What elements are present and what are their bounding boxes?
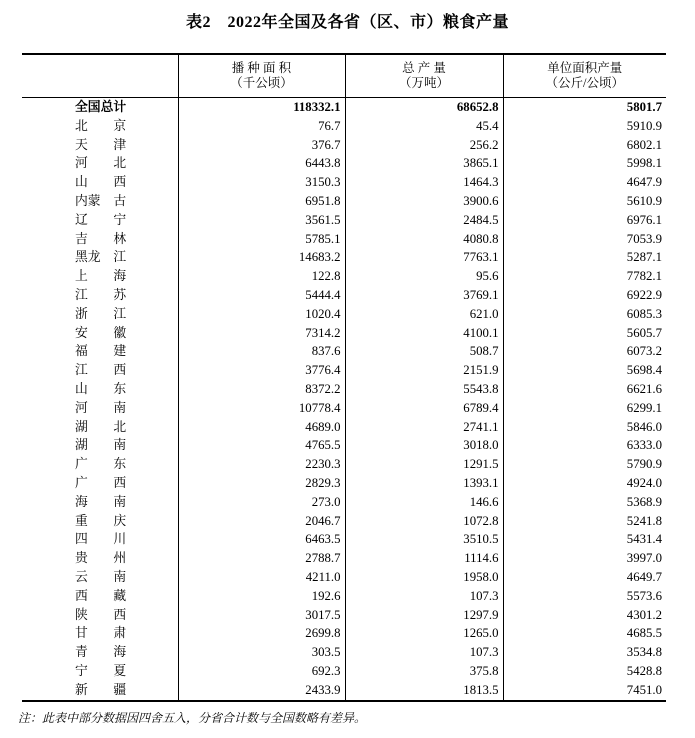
table-row	[22, 606, 666, 625]
page-title: 表2 2022年全国及各省（区、市）粮食产量	[185, 14, 509, 31]
yield-cell: 4647.9	[626, 175, 662, 190]
sown-area-cell: 837.6	[178, 342, 345, 361]
region-name-cell: 江 西	[22, 361, 178, 380]
table-row	[22, 493, 666, 512]
total-output-cell: 2151.9	[345, 361, 503, 380]
yield-cell: 5910.9	[626, 118, 662, 133]
yield-cell: 5610.9	[626, 193, 662, 208]
total-output-cell: 256.2	[345, 136, 503, 155]
region-name-cell: 湖 南	[22, 436, 178, 455]
table-row	[22, 361, 666, 380]
region-name-cell: 广 东	[22, 455, 178, 474]
yield-cell: 4301.2	[626, 607, 662, 622]
table-row	[22, 436, 666, 455]
total-output-cell: 1291.5	[345, 455, 503, 474]
region-name-cell: 甘 肃	[22, 624, 178, 643]
sown-area-cell: 303.5	[178, 643, 345, 662]
region-name-cell: 上 海	[22, 267, 178, 286]
sown-area-cell: 3776.4	[178, 361, 345, 380]
sown-area-cell: 2699.8	[178, 624, 345, 643]
sown-area-cell: 2433.9	[178, 681, 345, 701]
table-row	[22, 624, 666, 643]
column-header-sown-area-unit: （千公顷）	[230, 76, 293, 90]
yield-cell: 5846.0	[626, 419, 662, 434]
yield-cell: 5605.7	[626, 325, 662, 340]
sown-area-cell: 7314.2	[178, 324, 345, 343]
table-row	[22, 662, 666, 681]
column-header-yield-label: 单位面积产量	[547, 61, 623, 75]
table-row	[22, 380, 666, 399]
region-name-cell: 新 疆	[22, 681, 178, 701]
region-name-cell: 天 津	[22, 136, 178, 155]
table-row	[22, 117, 666, 136]
region-name-cell: 辽 宁	[22, 211, 178, 230]
sown-area-cell: 8372.2	[178, 380, 345, 399]
sown-area-cell: 376.7	[178, 136, 345, 155]
total-output-cell: 1813.5	[345, 681, 503, 701]
sown-area-cell: 5444.4	[178, 286, 345, 305]
yield-cell: 5790.9	[626, 457, 662, 472]
total-output-cell: 2484.5	[345, 211, 503, 230]
total-output-cell: 3900.6	[345, 192, 503, 211]
sown-area-cell: 273.0	[178, 493, 345, 512]
region-name-cell: 福 建	[22, 342, 178, 361]
sown-area-cell: 2046.7	[178, 512, 345, 531]
table-row	[22, 530, 666, 549]
sown-area-cell: 6443.8	[178, 154, 345, 173]
sown-area-cell: 122.8	[178, 267, 345, 286]
total-output-cell: 375.8	[345, 662, 503, 681]
yield-cell: 7782.1	[626, 269, 662, 284]
header-row	[22, 54, 666, 98]
table-row	[22, 192, 666, 211]
sown-area-cell: 692.3	[178, 662, 345, 681]
table-row	[22, 305, 666, 324]
region-name-cell: 黑龙 江	[22, 248, 178, 267]
total-output-cell: 45.4	[345, 117, 503, 136]
yield-cell: 6333.0	[626, 438, 662, 453]
total-output-cell: 1072.8	[345, 512, 503, 531]
table-row	[22, 512, 666, 531]
footnote: 注：此表中部分数据因四舍五入，分省合计数与全国数略有差异。	[18, 710, 367, 725]
table-row	[22, 342, 666, 361]
sown-area-cell: 10778.4	[178, 399, 345, 418]
table-row	[22, 286, 666, 305]
sown-area-cell: 3017.5	[178, 606, 345, 625]
sown-area-cell: 3150.3	[178, 173, 345, 192]
total-output-cell: 5543.8	[345, 380, 503, 399]
total-output-cell: 4100.1	[345, 324, 503, 343]
region-name-cell: 湖 北	[22, 418, 178, 437]
total-output-cell: 7763.1	[345, 248, 503, 267]
yield-cell: 4924.0	[626, 475, 662, 490]
total-output-cell: 1958.0	[345, 568, 503, 587]
sown-area-cell: 2230.3	[178, 455, 345, 474]
yield-cell: 6073.2	[626, 344, 662, 359]
total-output-cell: 107.3	[345, 643, 503, 662]
sown-area-cell: 3561.5	[178, 211, 345, 230]
total-output-cell: 1464.3	[345, 173, 503, 192]
total-output-cell: 1297.9	[345, 606, 503, 625]
sown-area-cell: 76.7	[178, 117, 345, 136]
region-name-cell: 全国总计	[22, 98, 178, 117]
sown-area-cell: 192.6	[178, 587, 345, 606]
column-header-total-output	[345, 54, 503, 98]
sown-area-cell: 2829.3	[178, 474, 345, 493]
region-name-cell: 宁 夏	[22, 662, 178, 681]
region-name-cell: 浙 江	[22, 305, 178, 324]
table-row	[22, 474, 666, 493]
yield-cell: 7053.9	[626, 231, 662, 246]
table-row	[22, 643, 666, 662]
table-row	[22, 136, 666, 155]
column-header-yield-unit: （公斤/公顷）	[545, 76, 624, 90]
region-name-cell: 江 苏	[22, 286, 178, 305]
column-header-total-output-unit: （万吨）	[398, 76, 449, 90]
yield-cell: 6621.6	[626, 381, 662, 396]
yield-cell: 5998.1	[626, 156, 662, 171]
yield-cell: 6922.9	[626, 287, 662, 302]
table-row	[22, 399, 666, 418]
sown-area-cell: 4689.0	[178, 418, 345, 437]
yield-cell: 5287.1	[626, 250, 662, 265]
sown-area-cell: 118332.1	[178, 98, 345, 117]
yield-cell: 5368.9	[626, 494, 662, 509]
table-row	[22, 549, 666, 568]
yield-cell: 5573.6	[626, 588, 662, 603]
region-name-cell: 云 南	[22, 568, 178, 587]
sown-area-cell: 1020.4	[178, 305, 345, 324]
document-page	[0, 9, 695, 726]
grain-production-table	[22, 53, 666, 702]
table-row	[22, 418, 666, 437]
column-header-region	[22, 54, 178, 98]
column-header-yield	[503, 54, 666, 98]
sown-area-cell: 14683.2	[178, 248, 345, 267]
column-header-sown-area-label: 播 种 面 积	[231, 61, 292, 75]
table-row	[22, 211, 666, 230]
column-header-sown-area	[178, 54, 345, 98]
yield-cell: 5698.4	[626, 363, 662, 378]
table-row	[22, 568, 666, 587]
yield-cell: 7451.0	[626, 682, 662, 697]
region-name-cell: 海 南	[22, 493, 178, 512]
sown-area-cell: 5785.1	[178, 230, 345, 249]
yield-cell: 3997.0	[626, 551, 662, 566]
region-name-cell: 陕 西	[22, 606, 178, 625]
yield-cell: 6085.3	[626, 306, 662, 321]
total-output-cell: 621.0	[345, 305, 503, 324]
yield-cell: 5241.8	[626, 513, 662, 528]
yield-cell: 6976.1	[626, 212, 662, 227]
table-row	[22, 98, 666, 117]
total-output-cell: 68652.8	[345, 98, 503, 117]
table-row	[22, 267, 666, 286]
yield-cell: 6802.1	[626, 137, 662, 152]
sown-area-cell: 6951.8	[178, 192, 345, 211]
total-output-cell: 3865.1	[345, 154, 503, 173]
yield-cell: 5431.4	[626, 532, 662, 547]
total-output-cell: 1114.6	[345, 549, 503, 568]
region-name-cell: 重 庆	[22, 512, 178, 531]
region-name-cell: 四 川	[22, 530, 178, 549]
sown-area-cell: 2788.7	[178, 549, 345, 568]
region-name-cell: 广 西	[22, 474, 178, 493]
total-output-cell: 3018.0	[345, 436, 503, 455]
total-output-cell: 1393.1	[345, 474, 503, 493]
yield-cell: 5801.7	[626, 100, 662, 114]
total-output-cell: 508.7	[345, 342, 503, 361]
sown-area-cell: 4211.0	[178, 568, 345, 587]
table-body	[22, 98, 666, 701]
total-output-cell: 1265.0	[345, 624, 503, 643]
region-name-cell: 河 北	[22, 154, 178, 173]
region-name-cell: 山 西	[22, 173, 178, 192]
region-name-cell: 山 东	[22, 380, 178, 399]
region-name-cell: 青 海	[22, 643, 178, 662]
table-row	[22, 681, 666, 701]
yield-cell: 6299.1	[626, 400, 662, 415]
yield-cell: 4649.7	[626, 569, 662, 584]
region-name-cell: 安 徽	[22, 324, 178, 343]
table-row	[22, 324, 666, 343]
total-output-cell: 146.6	[345, 493, 503, 512]
column-header-total-output-label: 总 产 量	[402, 61, 446, 75]
region-name-cell: 吉 林	[22, 230, 178, 249]
sown-area-cell: 6463.5	[178, 530, 345, 549]
total-output-cell: 107.3	[345, 587, 503, 606]
table-row	[22, 248, 666, 267]
yield-cell: 4685.5	[626, 626, 662, 641]
region-name-cell: 内蒙 古	[22, 192, 178, 211]
yield-cell: 3534.8	[626, 645, 662, 660]
region-name-cell: 贵 州	[22, 549, 178, 568]
table-row	[22, 173, 666, 192]
table-row	[22, 230, 666, 249]
total-output-cell: 95.6	[345, 267, 503, 286]
yield-cell: 5428.8	[626, 663, 662, 678]
table-row	[22, 455, 666, 474]
total-output-cell: 2741.1	[345, 418, 503, 437]
total-output-cell: 4080.8	[345, 230, 503, 249]
region-name-cell: 河 南	[22, 399, 178, 418]
table-row	[22, 587, 666, 606]
sown-area-cell: 4765.5	[178, 436, 345, 455]
region-name-cell: 北 京	[22, 117, 178, 136]
table-row	[22, 154, 666, 173]
region-name-cell: 西 藏	[22, 587, 178, 606]
total-output-cell: 6789.4	[345, 399, 503, 418]
total-output-cell: 3769.1	[345, 286, 503, 305]
total-output-cell: 3510.5	[345, 530, 503, 549]
